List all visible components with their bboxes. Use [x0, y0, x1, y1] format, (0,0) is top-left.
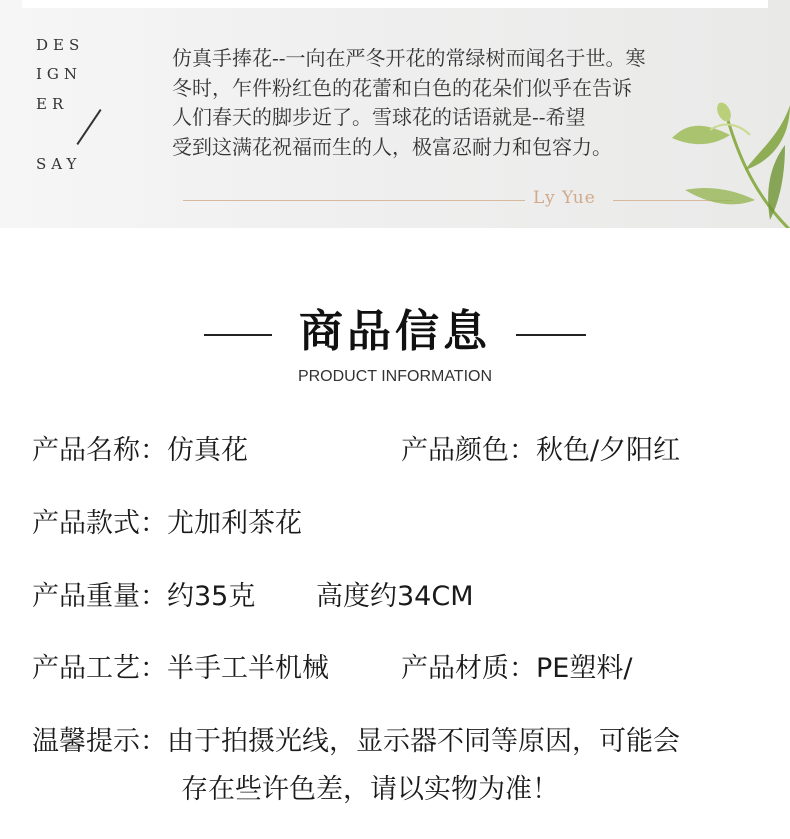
- designer-say-line-1: DES: [36, 36, 85, 54]
- banner-top-strip: [22, 0, 768, 8]
- product-height: 高度约34CM: [316, 581, 474, 612]
- section-title: 商品信息: [299, 306, 491, 357]
- quote-line-2: 冬时，乍件粉红色的花蕾和白色的花朵们似乎在告诉: [172, 75, 632, 100]
- product-color: 产品颜色：秋色/夕阳红: [401, 435, 681, 466]
- designer-say-line-3: ER: [36, 95, 69, 113]
- designer-say-line-2: IGN: [36, 65, 83, 83]
- designer-say-line-4: SAY: [36, 155, 82, 173]
- signature: Ly Yue: [533, 188, 596, 208]
- green-leaf-icon: [640, 90, 790, 228]
- title-dash-right: [516, 334, 586, 336]
- product-craft: 产品工艺：半手工半机械: [32, 653, 329, 684]
- product-name: 产品名称：仿真花: [32, 435, 248, 466]
- slash-divider: [76, 109, 101, 145]
- product-style: 产品款式：尤加利茶花: [32, 508, 302, 539]
- section-subtitle: PRODUCT INFORMATION: [297, 368, 493, 385]
- quote-line-3: 人们春天的脚步近了。雪球花的话语就是--希望: [172, 105, 586, 129]
- signature-line-left: [183, 200, 525, 201]
- quote-line-1: 仿真手捧花--一向在严冬开花的常绿树而闻名于世。寒: [172, 46, 646, 70]
- quote-line-4: 受到这满花祝福而生的人，极富忍耐力和包容力。: [172, 134, 612, 159]
- product-weight: 产品重量：约35克: [32, 581, 256, 612]
- notice-line-2: 存在些许色差，请以实物为准！: [181, 774, 559, 805]
- designer-say-banner: [0, 0, 790, 228]
- title-dash-left: [204, 334, 272, 336]
- notice-line-1: 温馨提示：由于拍摄光线，显示器不同等原因，可能会: [32, 726, 680, 757]
- product-material: 产品材质：PE塑料/: [401, 653, 633, 684]
